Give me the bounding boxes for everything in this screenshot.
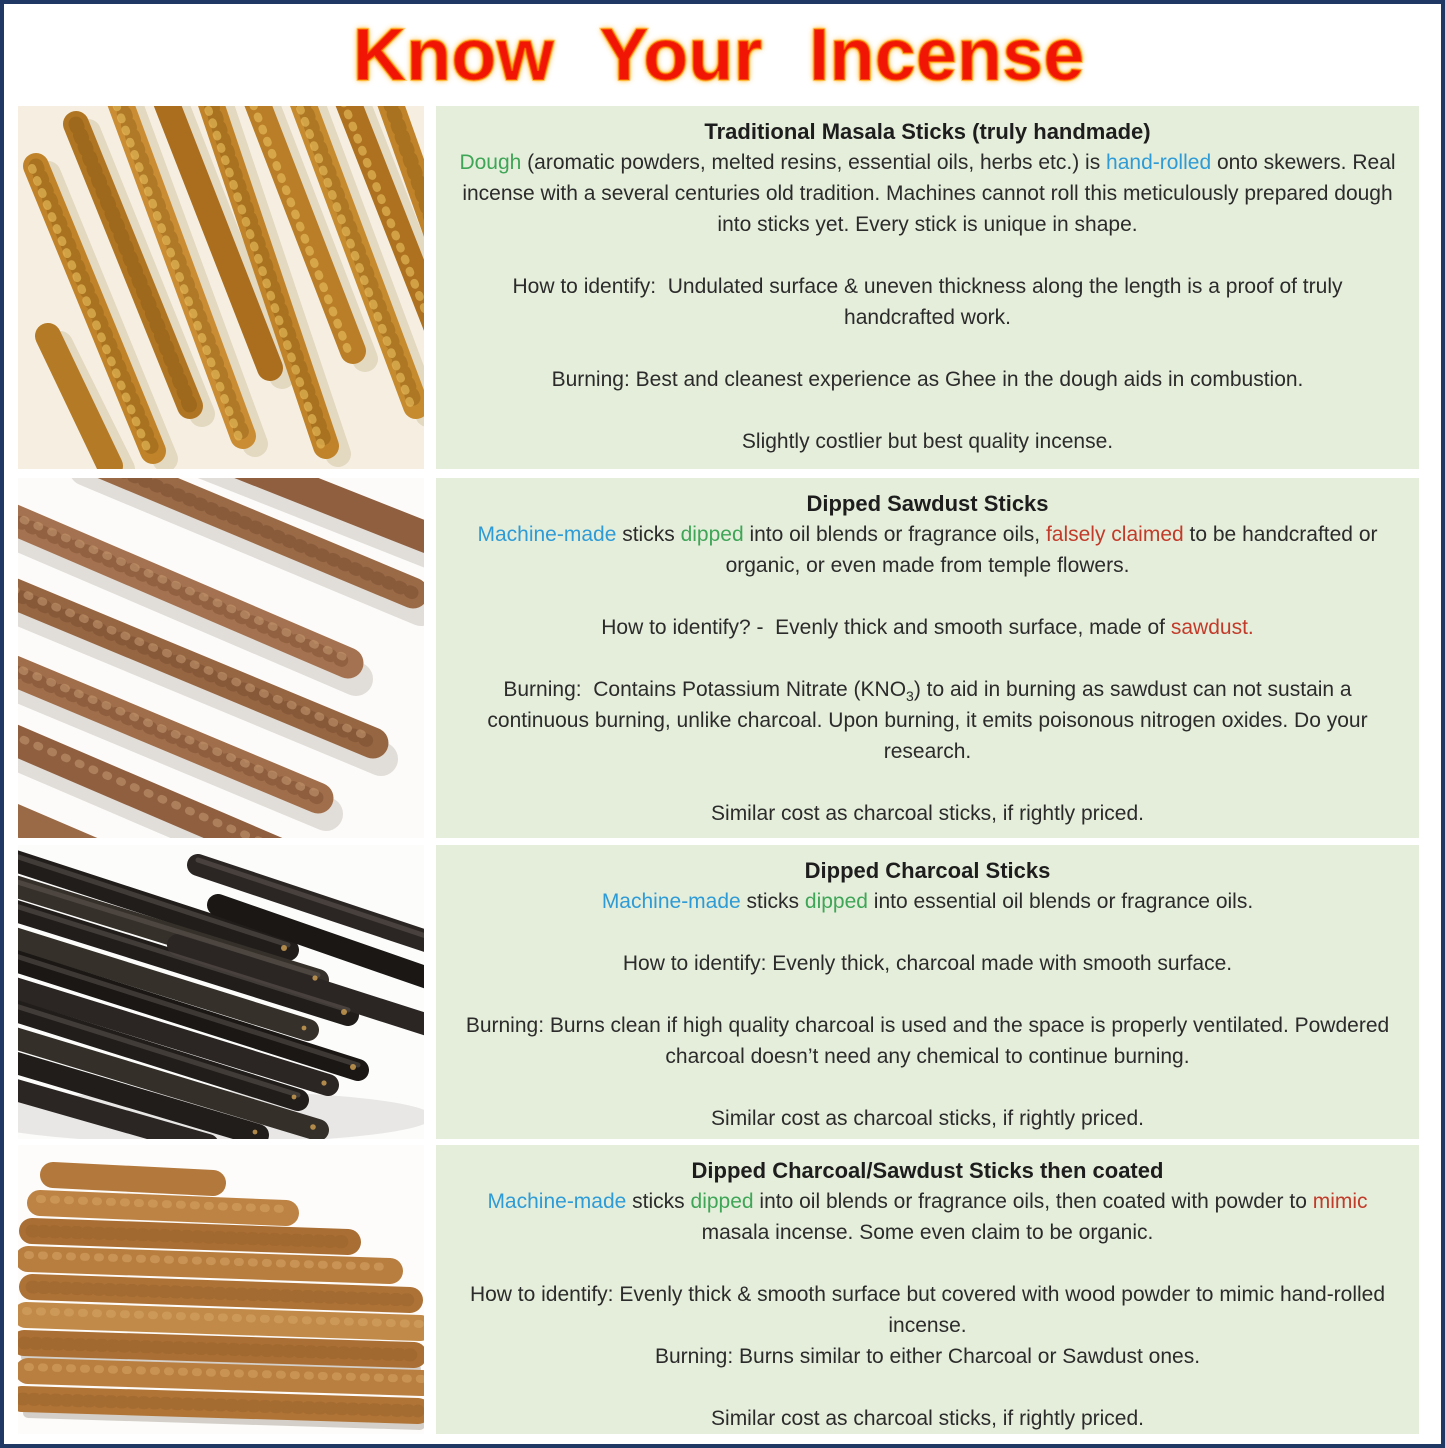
highlighted-text-run: hand-rolled: [1106, 151, 1212, 174]
section-paragraph: [458, 1103, 1397, 1134]
highlighted-text-run: mimic: [1312, 1190, 1368, 1213]
text-run: onto skewers. Real incense with a several centuries old tradition. Machines cannot roll this meticulously prepared dough into sticks yet. Every stick is unique in shape.: [462, 151, 1396, 236]
highlighted-text-run: Dough: [459, 151, 522, 174]
section-paragraph: [458, 147, 1397, 240]
text-run: sticks: [740, 890, 805, 913]
section-paragraph: [458, 519, 1397, 581]
text-run: to be handcrafted or organic, or even made from temple flowers.: [725, 523, 1378, 577]
highlighted-text-run: dipped: [804, 890, 868, 913]
charcoal-info-panel: [436, 845, 1419, 1139]
masala-info-panel: [436, 106, 1419, 469]
text-run: Burning: Contains Potassium Nitrate (KNO: [503, 678, 907, 701]
text-run: into essential oil blends or fragrance oils.: [867, 890, 1254, 913]
section-heading: Dipped Sawdust Sticks: [806, 491, 1049, 516]
text-run: Similar cost as charcoal sticks, if rightly priced.: [711, 802, 1144, 825]
coated-info-panel: [436, 1145, 1419, 1434]
text-run: Burning: Burns clean if high quality charcoal is used and the space is properly ventilated. Powdered charcoal doesn’t need any chemical to continue burning.: [465, 1014, 1390, 1068]
section-text: [458, 886, 1397, 1134]
text-run: Slightly costlier but best quality incense.: [741, 430, 1114, 453]
section-paragraph: [458, 271, 1397, 333]
text-run: How to identify? - Evenly thick and smooth surface, made of: [601, 616, 1171, 639]
highlighted-text-run: falsely claimed: [1045, 523, 1184, 546]
section-paragraph: [458, 612, 1397, 643]
highlighted-text-run: dipped: [690, 1190, 754, 1213]
text-run: How to identify: Undulated surface & uneven thickness along the length is a proof of truly handcrafted work.: [512, 275, 1343, 329]
coated-sticks-photo: [18, 1145, 424, 1434]
section-coated: [18, 1145, 1419, 1434]
text-run: 3: [906, 688, 914, 705]
text-run: into oil blends or fragrance oils,: [743, 523, 1046, 546]
text-run: (aromatic powders, melted resins, essential oils, herbs etc.) is: [521, 151, 1107, 174]
section-text: [458, 147, 1397, 457]
section-masala: [18, 106, 1419, 469]
section-paragraph: [458, 674, 1397, 767]
section-text: [458, 519, 1397, 829]
charcoal-sticks-photo: [18, 845, 424, 1139]
text-run: ) to aid in burning as sawdust can not sustain a continuous burning, unlike charcoal. Upon burning, it emits poisonous nitrogen oxides. Do your research.: [487, 678, 1368, 763]
section-paragraph: [458, 948, 1397, 979]
section-paragraph: [458, 1186, 1397, 1248]
section-sawdust: [18, 478, 1419, 838]
text-run: Burning: Burns similar to either Charcoal or Sawdust ones.: [654, 1345, 1201, 1368]
highlighted-text-run: Machine-made: [477, 523, 617, 546]
highlighted-text-run: Machine-made: [601, 890, 741, 913]
text-run: Burning: Best and cleanest experience as Ghee in the dough aids in combustion.: [551, 368, 1304, 391]
text-run: masala incense. Some even claim to be organic.: [701, 1221, 1154, 1244]
section-paragraph: [458, 798, 1397, 829]
section-paragraph: [458, 1010, 1397, 1072]
masala-sticks-photo: [18, 106, 424, 469]
section-paragraph: [458, 426, 1397, 457]
section-heading: Traditional Masala Sticks (truly handmade): [704, 119, 1151, 144]
text-run: sticks: [616, 523, 681, 546]
text-run: sticks: [626, 1190, 691, 1213]
highlighted-text-run: dipped: [680, 523, 744, 546]
text-run: Similar cost as charcoal sticks, if rightly priced.: [711, 1407, 1144, 1430]
section-text: [458, 1186, 1397, 1434]
section-paragraph: [458, 364, 1397, 395]
section-paragraph: [458, 886, 1397, 917]
text-run: into oil blends or fragrance oils, then coated with powder to: [753, 1190, 1313, 1213]
sawdust-info-panel: [436, 478, 1419, 838]
text-run: How to identify: Evenly thick, charcoal made with smooth surface.: [622, 952, 1233, 975]
section-heading: Dipped Charcoal Sticks: [804, 858, 1051, 883]
section-paragraph: [458, 1403, 1397, 1434]
highlighted-text-run: Machine-made: [487, 1190, 627, 1213]
text-run: How to identify: Evenly thick & smooth surface but covered with wood powder to mimic hand-rolled incense.: [469, 1283, 1386, 1337]
highlighted-text-run: sawdust.: [1170, 616, 1254, 639]
page-title: Know Your Incense: [352, 13, 1085, 96]
section-charcoal: [18, 845, 1419, 1139]
text-run: Similar cost as charcoal sticks, if rightly priced.: [711, 1107, 1144, 1130]
section-paragraph: [458, 1279, 1397, 1372]
section-heading: Dipped Charcoal/Sawdust Sticks then coated: [691, 1158, 1164, 1183]
sawdust-sticks-photo: [18, 478, 424, 838]
